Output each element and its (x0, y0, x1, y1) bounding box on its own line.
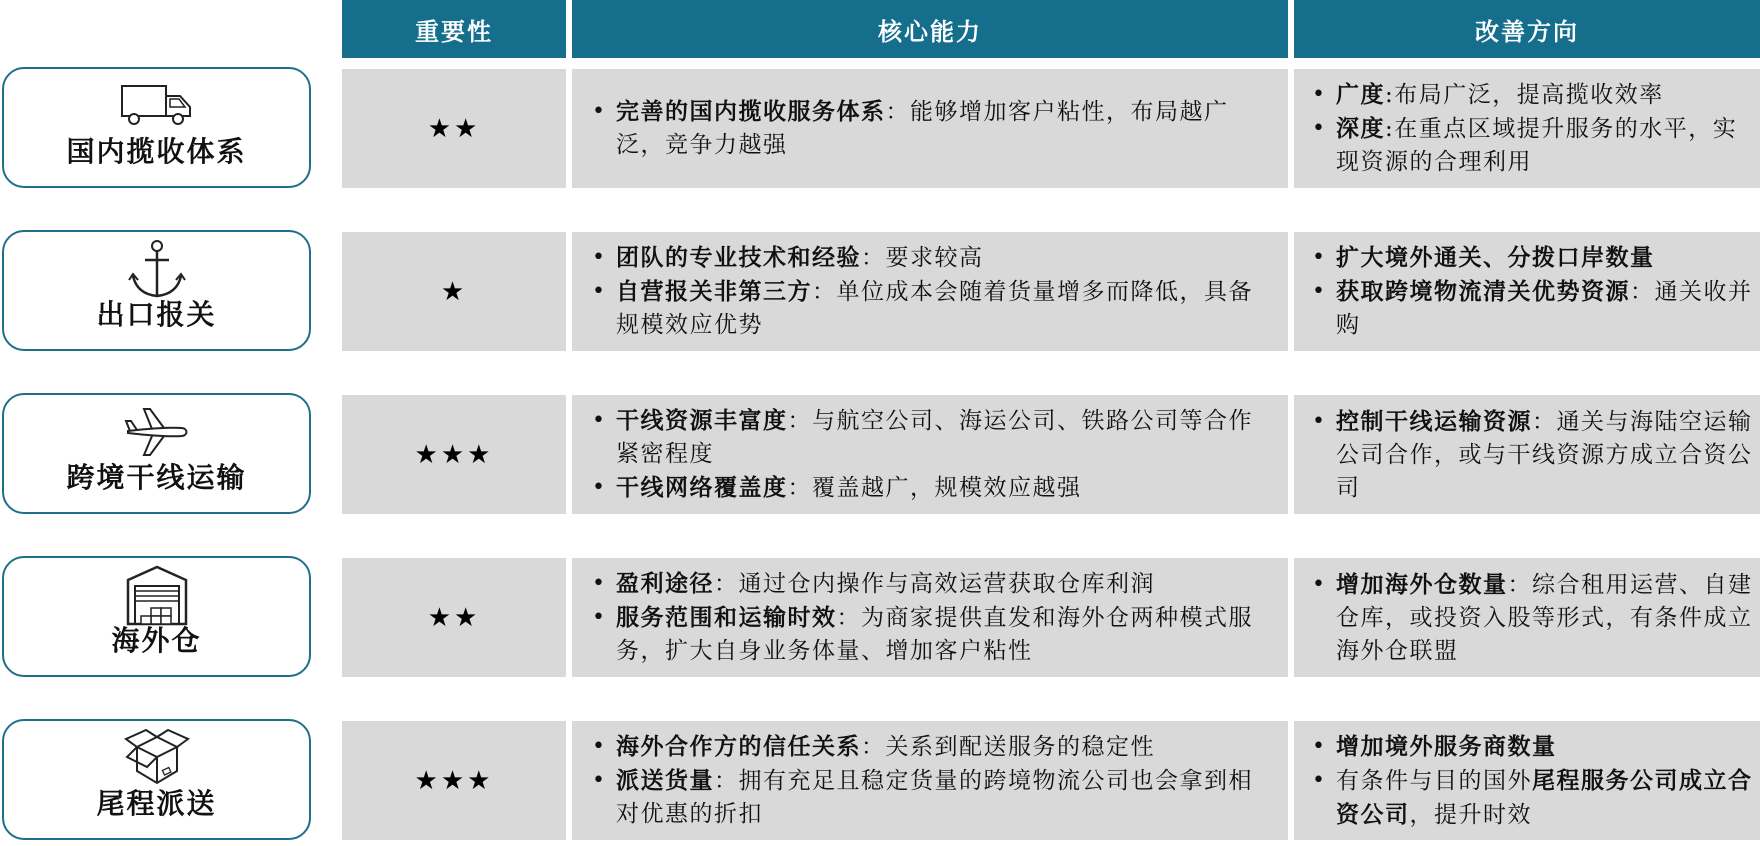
importance-cell (342, 395, 566, 514)
capability-item: • 团队的专业技术和经验：要求较高 (586, 241, 1272, 275)
importance-stars: ★★ (427, 113, 481, 144)
capability-item: • 自营报关非第三方：单位成本会随着货量增多而降低，具备规模效应优势 (586, 275, 1272, 342)
importance-stars: ★★★ (414, 439, 494, 470)
row-label-box (2, 556, 311, 677)
direction-list (1306, 78, 1754, 179)
direction-item: • 增加海外仓数量：综合租用运营、自建仓库，或投资入股等形式，有条件成立海外仓联盟 (1306, 568, 1754, 668)
direction-list (1306, 568, 1754, 668)
row-label: 国内揽收体系 (66, 135, 247, 168)
warehouse-icon (125, 564, 189, 626)
row-label: 跨境干线运输 (66, 461, 247, 494)
capability-item: • 服务范围和运输时效：为商家提供直发和海外仓两种模式服务，扩大自身业务体量、增加客户粘性 (586, 601, 1272, 668)
capability-item: • 干线网络覆盖度：覆盖越广，规模效应越强 (586, 471, 1272, 505)
box-icon (122, 727, 192, 789)
direction-item: • 增加境外服务商数量 (1306, 730, 1754, 764)
capability-cell (572, 395, 1288, 514)
capability-cell (572, 232, 1288, 351)
capability-list (586, 95, 1272, 162)
truck-icon (120, 83, 194, 127)
capability-cell (572, 558, 1288, 677)
direction-cell (1294, 558, 1760, 677)
direction-cell (1294, 395, 1760, 514)
importance-cell (342, 232, 566, 351)
capability-item: • 干线资源丰富度：与航空公司、海运公司、铁路公司等合作紧密程度 (586, 404, 1272, 471)
capability-item: • 完善的国内揽收服务体系：能够增加客户粘性，布局越广泛，竞争力越强 (586, 95, 1272, 162)
header-importance: 重要性 (342, 0, 566, 58)
direction-cell (1294, 721, 1760, 840)
row-label-box (2, 393, 311, 514)
direction-item: • 扩大境外通关、分拨口岸数量 (1306, 241, 1754, 275)
direction-item: • 广度:布局广泛，提高揽收效率 (1306, 78, 1754, 112)
importance-stars: ★★★ (414, 765, 494, 796)
direction-cell (1294, 69, 1760, 188)
capability-list (586, 567, 1272, 668)
row-label: 尾程派送 (96, 787, 217, 820)
capability-item: • 盈利途径：通过仓内操作与高效运营获取仓库利润 (586, 567, 1272, 601)
direction-cell (1294, 232, 1760, 351)
importance-cell (342, 721, 566, 840)
capability-list (586, 730, 1272, 831)
row-label-box (2, 67, 311, 188)
direction-item: • 控制干线运输资源：通关与海陆空运输公司合作，或与干线资源方成立合资公司 (1306, 405, 1754, 505)
capability-cell (572, 721, 1288, 840)
row-label: 出口报关 (96, 298, 217, 331)
direction-item: • 深度:在重点区域提升服务的水平，实现资源的合理利用 (1306, 112, 1754, 179)
importance-cell (342, 558, 566, 677)
direction-item: • 获取跨境物流清关优势资源：通关收并购 (1306, 275, 1754, 342)
direction-item: • 有条件与目的国外尾程服务公司成立合资公司，提升时效 (1306, 764, 1754, 832)
row-label-box (2, 719, 311, 840)
capability-item: • 派送货量：拥有充足且稳定货量的跨境物流公司也会拿到相对优惠的折扣 (586, 764, 1272, 831)
row-label: 海外仓 (111, 624, 202, 657)
importance-cell (342, 69, 566, 188)
airplane-icon (124, 405, 190, 459)
direction-list (1306, 241, 1754, 342)
capability-cell (572, 69, 1288, 188)
capability-item: • 海外合作方的信任关系：关系到配送服务的稳定性 (586, 730, 1272, 764)
capability-list (586, 241, 1272, 342)
header-direction: 改善方向 (1294, 0, 1760, 58)
header-capability: 核心能力 (572, 0, 1288, 58)
row-label-box (2, 230, 311, 351)
importance-stars: ★ (440, 276, 468, 307)
direction-list (1306, 405, 1754, 505)
direction-list (1306, 730, 1754, 832)
importance-stars: ★★ (427, 602, 481, 633)
capability-list (586, 404, 1272, 505)
